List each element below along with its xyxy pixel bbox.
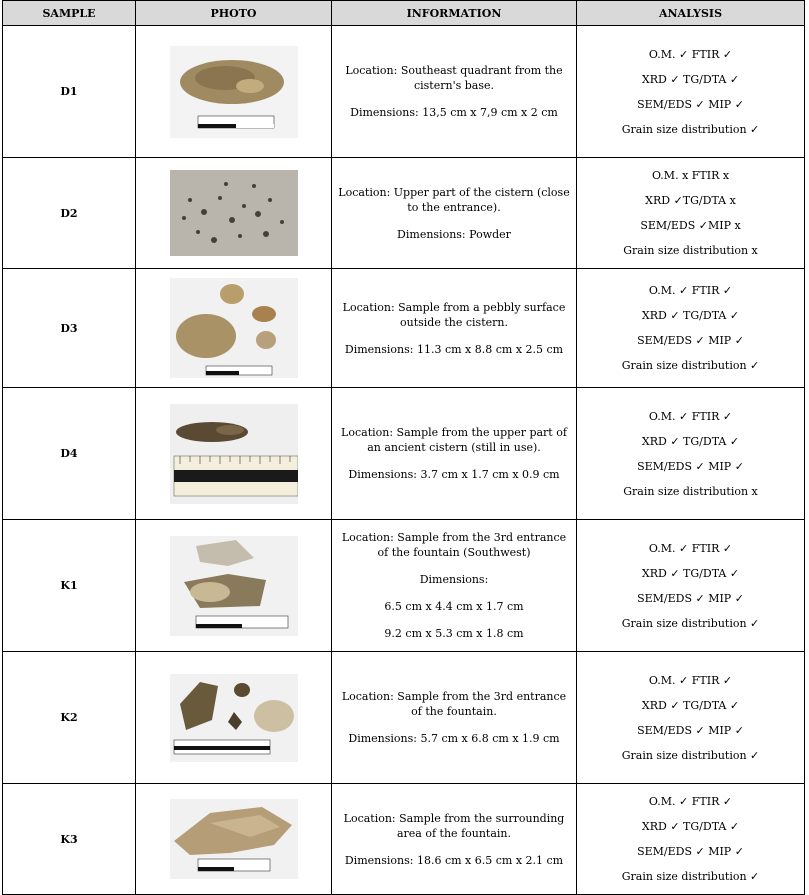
header-analysis: ANALYSIS	[577, 1, 805, 26]
analysis-line: O.M. ✓ FTIR ✓	[648, 541, 733, 555]
table-row	[3, 388, 805, 520]
analysis-line: O.M. ✓ FTIR ✓	[648, 284, 733, 297]
analysis-line: O.M. ✓ FTIR ✓	[648, 795, 733, 808]
analysis-cell	[577, 520, 805, 652]
header-row	[3, 1, 805, 26]
photo-cell	[136, 26, 332, 158]
analysis-line: Grain size distribution ✓	[621, 870, 760, 883]
sample-id: D1	[3, 26, 136, 158]
analysis-line: SEM/EDS ✓ MIP ✓	[637, 97, 744, 111]
info-location: Location: Sample from the surrounding area of the fountain.	[343, 811, 565, 840]
analysis-line: Grain size distribution ✓	[621, 122, 760, 136]
info-cell	[332, 269, 577, 388]
info-cell	[332, 26, 577, 158]
photo-cell	[136, 652, 332, 784]
analysis-line: SEM/EDS ✓ MIP ✓	[637, 845, 744, 858]
analysis-line: O.M. ✓ FTIR ✓	[648, 409, 733, 423]
sample-photo	[170, 170, 298, 256]
analysis-line: Grain size distribution ✓	[621, 616, 760, 630]
table-row	[3, 784, 805, 895]
info-dimensions: Dimensions:	[419, 573, 489, 586]
photo-cell	[136, 269, 332, 388]
header-information: INFORMATION	[332, 1, 577, 26]
table-row	[3, 158, 805, 269]
analysis-line: XRD ✓ TG/DTA ✓	[641, 566, 740, 580]
info-location: Location: Sample from the 3rd entrance of the fountain.	[341, 690, 567, 718]
analysis-line: Grain size distribution ✓	[621, 748, 760, 762]
info-dimensions: Dimensions: 18.6 cm x 6.5 cm x 2.1 cm	[344, 853, 564, 867]
analysis-line: XRD ✓ TG/DTA ✓	[641, 72, 740, 86]
sample-photo	[170, 46, 298, 138]
analysis-line: XRD ✓TG/DTA x	[645, 194, 736, 207]
info-location: Location: Southeast quadrant from the cistern's base.	[345, 64, 563, 92]
analysis-line: XRD ✓ TG/DTA ✓	[641, 698, 740, 712]
photo-cell	[136, 784, 332, 895]
info-location: Location: Upper part of the cistern (close to the entrance).	[338, 185, 570, 214]
analysis-cell	[577, 388, 805, 520]
analysis-line: O.M. ✓ FTIR ✓	[648, 47, 733, 61]
info-location: Location: Sample from the 3rd entrance of the fountain (Southwest)	[341, 531, 567, 559]
analysis-line: SEM/EDS ✓ MIP ✓	[637, 459, 744, 473]
analysis-line: SEM/EDS ✓ MIP ✓	[637, 591, 744, 605]
info-cell	[332, 784, 577, 895]
sample-id: K2	[3, 652, 136, 784]
info-dimensions-2: 9.2 cm x 5.3 cm x 1.8 cm	[384, 627, 524, 640]
header-photo: PHOTO	[136, 1, 332, 26]
photo-cell	[136, 520, 332, 652]
info-dimensions: Dimensions: Powder	[397, 227, 511, 241]
info-dimensions-1: 6.5 cm x 4.4 cm x 1.7 cm	[384, 600, 524, 613]
info-dimensions: Dimensions: 5.7 cm x 6.8 cm x 1.9 cm	[348, 732, 560, 745]
sample-photo	[170, 404, 298, 504]
analysis-cell	[577, 784, 805, 895]
info-location: Location: Sample from a pebbly surface outside the cistern.	[342, 300, 566, 329]
sample-id: D4	[3, 388, 136, 520]
analysis-cell	[577, 158, 805, 269]
analysis-line: SEM/EDS ✓ MIP ✓	[637, 334, 744, 347]
analysis-line: XRD ✓ TG/DTA ✓	[641, 434, 740, 448]
analysis-line: O.M. ✓ FTIR ✓	[648, 673, 733, 687]
sample-photo	[170, 799, 298, 879]
table-row	[3, 520, 805, 652]
photo-cell	[136, 158, 332, 269]
sample-photo	[170, 536, 298, 636]
analysis-cell	[577, 269, 805, 388]
info-cell	[332, 158, 577, 269]
analysis-line: SEM/EDS ✓MIP x	[640, 219, 741, 232]
samples-table	[2, 0, 805, 895]
analysis-cell	[577, 652, 805, 784]
sample-id: D2	[3, 158, 136, 269]
sample-id: D3	[3, 269, 136, 388]
photo-cell	[136, 388, 332, 520]
table-row	[3, 26, 805, 158]
table-row	[3, 652, 805, 784]
sample-photo	[170, 278, 298, 378]
analysis-line: XRD ✓ TG/DTA ✓	[641, 820, 740, 833]
info-dimensions: Dimensions: 3.7 cm x 1.7 cm x 0.9 cm	[348, 468, 560, 481]
sample-id: K1	[3, 520, 136, 652]
header-sample: SAMPLE	[3, 1, 136, 26]
analysis-cell	[577, 26, 805, 158]
analysis-line: Grain size distribution x	[623, 244, 758, 257]
info-location: Location: Sample from the upper part of an ancient cistern (still in use).	[341, 426, 567, 454]
analysis-line: SEM/EDS ✓ MIP ✓	[637, 723, 744, 737]
analysis-line: O.M. x FTIR x	[651, 169, 730, 182]
analysis-line: Grain size distribution ✓	[621, 359, 760, 372]
info-dimensions: Dimensions: 13,5 cm x 7,9 cm x 2 cm	[350, 106, 558, 119]
info-cell	[332, 388, 577, 520]
sample-photo	[170, 674, 298, 762]
table-row	[3, 269, 805, 388]
analysis-line: XRD ✓ TG/DTA ✓	[641, 309, 740, 322]
info-cell	[332, 652, 577, 784]
info-cell	[332, 520, 577, 652]
analysis-line: Grain size distribution x	[623, 484, 758, 498]
info-dimensions: Dimensions: 11.3 cm x 8.8 cm x 2.5 cm	[344, 342, 564, 356]
sample-id: K3	[3, 784, 136, 895]
